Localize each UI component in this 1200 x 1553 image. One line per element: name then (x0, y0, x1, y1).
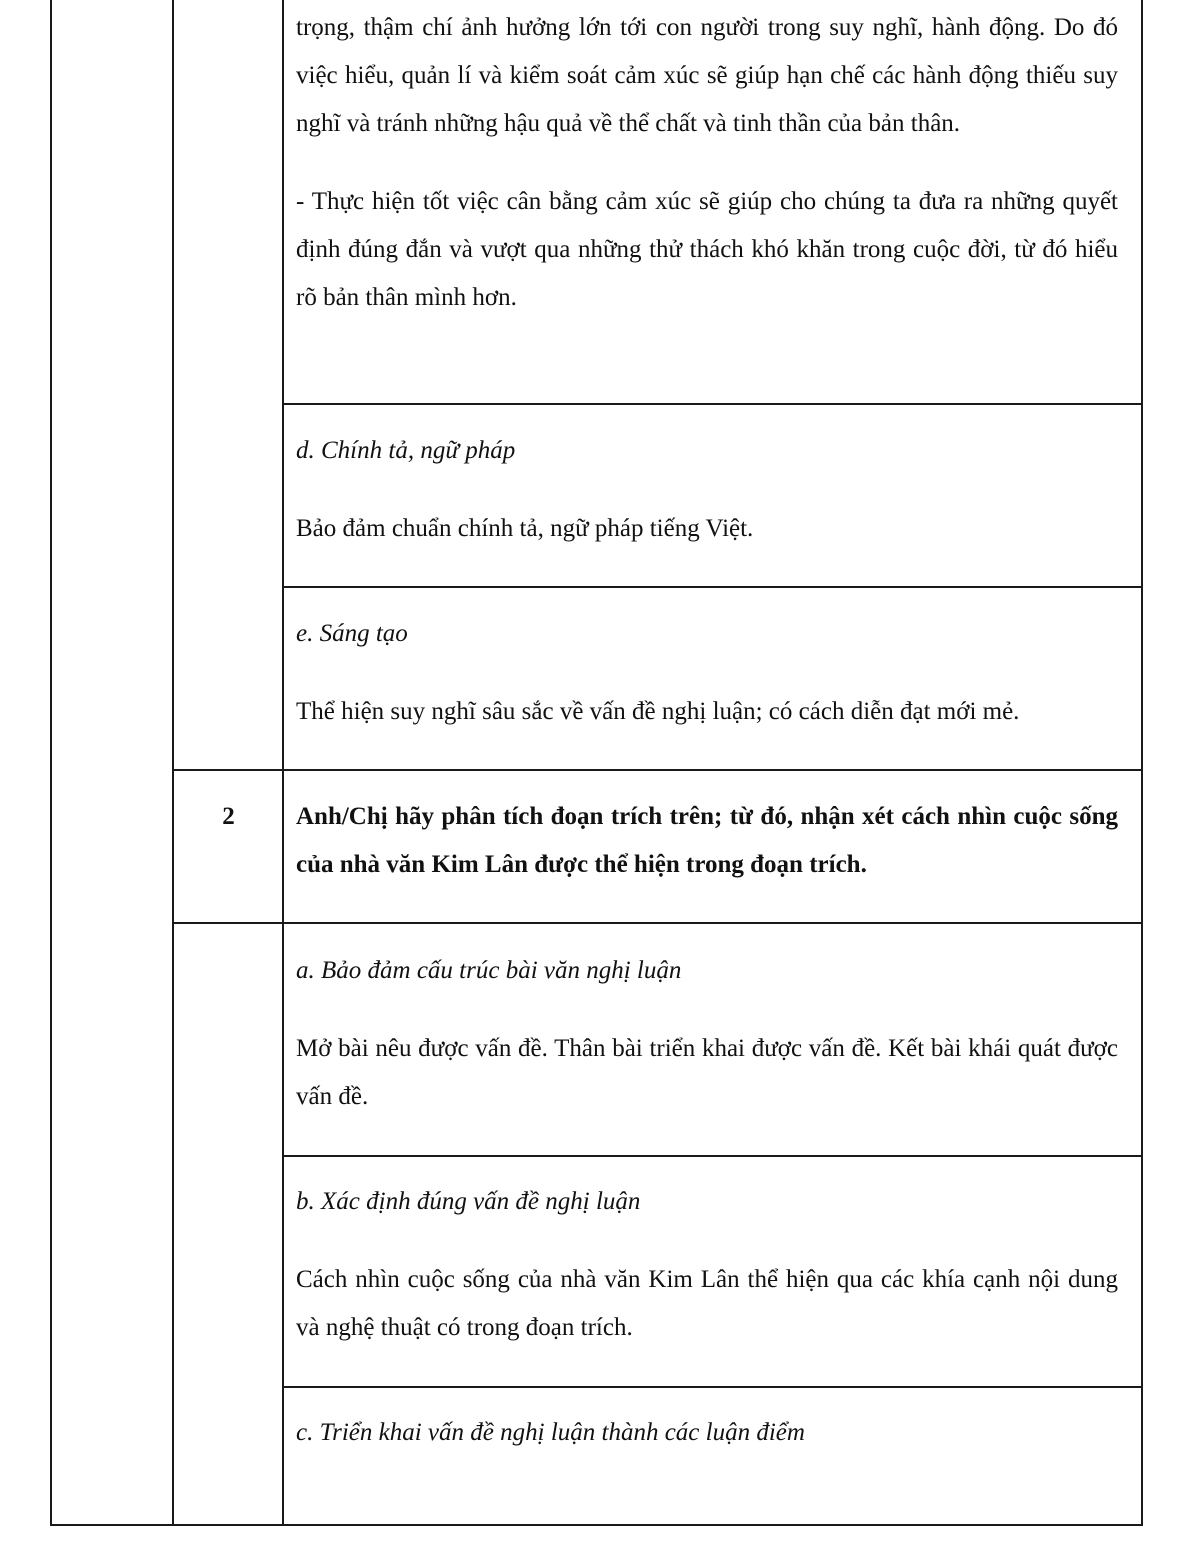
paragraph: - Thực hiện tốt việc cân bằng cảm xúc sẽ giúp cho chúng ta đưa ra những quyết định đúng đắn và vượt qua những thử thách khó khăn trong cuộc đời, từ đó hiểu rõ bản thân mình hơn. (296, 188, 1118, 311)
table-divider-col2 (282, 0, 284, 1526)
row-6-content (296, 1178, 1118, 1352)
question-number: 2 (222, 803, 235, 830)
row-divider (172, 922, 1143, 924)
row-divider (282, 403, 1143, 405)
criterion-body: Thể hiện suy nghĩ sâu sắc về vấn đề nghị luận; có cách diễn đạt mới mẻ. (296, 698, 1020, 725)
row-2-content (296, 427, 1118, 553)
criterion-heading: c. Triển khai vấn đề nghị luận thành các luận điểm (296, 1419, 805, 1446)
table-border-bottom (50, 1524, 1143, 1526)
row-1-content (296, 4, 1118, 322)
criterion-body: Bảo đảm chuẩn chính tả, ngữ pháp tiếng Việt. (296, 515, 754, 542)
question-text: Anh/Chị hãy phân tích đoạn trích trên; từ đó, nhận xét cách nhìn cuộc sống của nhà văn Kim Lân được thể hiện trong đoạn trích. (296, 803, 1118, 878)
row-divider (282, 1155, 1143, 1157)
row-divider (282, 1386, 1143, 1388)
criterion-body: Cách nhìn cuộc sống của nhà văn Kim Lân thể hiện qua các khía cạnh nội dung và nghệ thuật có trong đoạn trích. (296, 1266, 1118, 1341)
row-7-content (296, 1409, 1118, 1457)
row-divider (282, 586, 1143, 588)
criterion-heading: b. Xác định đúng vấn đề nghị luận (296, 1188, 641, 1215)
table-divider-col1 (172, 0, 174, 1526)
criterion-heading: d. Chính tả, ngữ pháp (296, 437, 516, 464)
row-5-content (296, 947, 1118, 1121)
criterion-body: Mở bài nêu được vấn đề. Thân bài triển khai được vấn đề. Kết bài khái quát được vấn đề. (296, 1035, 1118, 1110)
table-border-right (1141, 0, 1143, 1526)
table-border-left (50, 0, 52, 1526)
criterion-heading: a. Bảo đảm cấu trúc bài văn nghị luận (296, 957, 682, 984)
criterion-heading: e. Sáng tạo (296, 620, 408, 647)
row-divider (172, 769, 1143, 771)
paragraph: trọng, thậm chí ảnh hưởng lớn tới con người trong suy nghĩ, hành động. Do đó việc hiểu, quản lí và kiểm soát cảm xúc sẽ giúp hạn chế các hành động thiếu suy nghĩ và tránh những hậu quả về thể chất và tinh thần của bản thân. (296, 14, 1118, 137)
row-3-content (296, 610, 1118, 736)
